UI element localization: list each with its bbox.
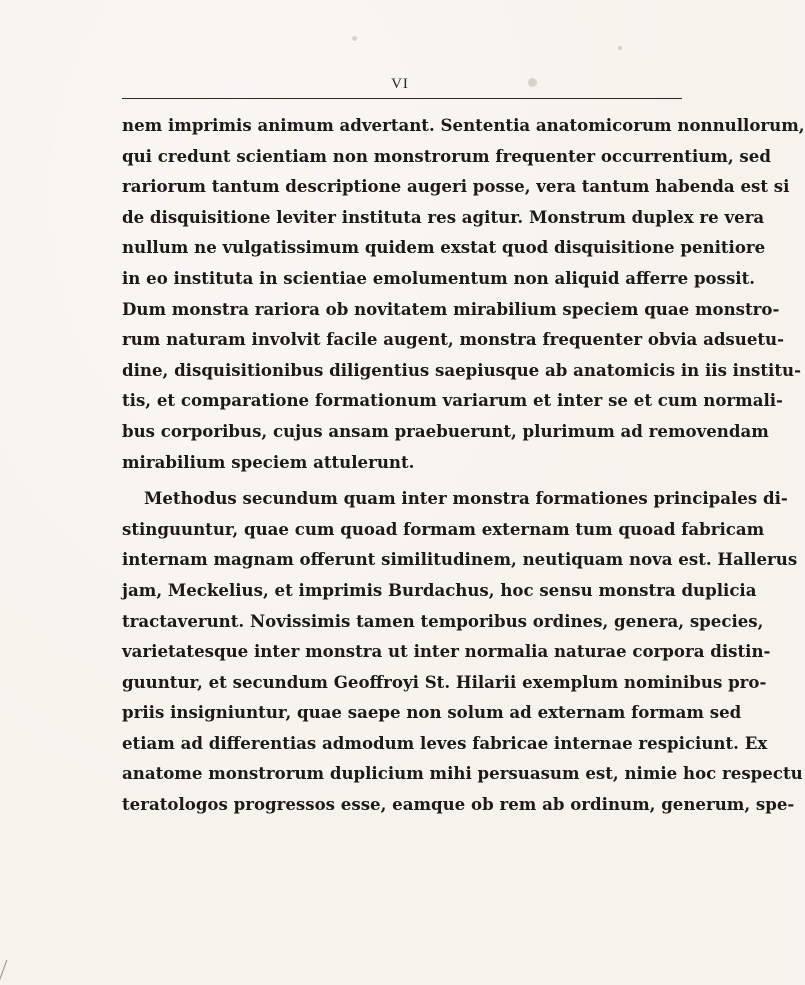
text-line: internam magnam offerunt similitudinem, neutiquam nova est. Hallerus (122, 549, 798, 570)
text-line: nullum ne vulgatissimum quidem exstat quod disquisitione penitiore (122, 237, 766, 258)
text-line: rariorum tantum descriptione augeri posse, vera tantum habenda est si (122, 176, 790, 197)
text-line: etiam ad differentias admodum leves fabricae internae respiciunt. Ex (122, 732, 768, 753)
text-line: mirabilium speciem attulerunt. (122, 451, 415, 472)
text-line: Methodus secundum quam inter monstra formationes principales di- (144, 488, 788, 509)
text-line: in eo instituta in scientiae emolumentum non aliquid afferre possit. (122, 267, 756, 288)
page-number: VI (391, 76, 409, 92)
paragraph-1 (122, 110, 805, 477)
paper-speck (618, 46, 622, 50)
text-line: bus corporibus, cujus ansam praebuerunt, plurimum ad removendam (122, 420, 769, 441)
text-line: dine, disquisitionibus diligentius saepiusque ab anatomicis in iis institu- (122, 359, 801, 380)
text-line: Dum monstra rariora ob novitatem mirabilium speciem quae monstro- (122, 298, 780, 319)
text-line: varietatesque inter monstra ut inter normalia naturae corpora distin- (122, 641, 771, 662)
text-line: jam, Meckelius, et imprimis Burdachus, hoc sensu monstra duplicia (122, 579, 757, 600)
paper-speck (352, 36, 357, 41)
text-line: guuntur, et secundum Geoffroyi St. Hilarii exemplum nominibus pro- (122, 671, 767, 692)
text-line: anatome monstrorum duplicium mihi persuasum est, nimie hoc respectu (122, 763, 803, 784)
text-line: priis insigniuntur, quae saepe non solum ad externam formam sed (122, 702, 742, 723)
text-line: tis, et comparatione formationum variarum et inter se et cum normali- (122, 390, 783, 411)
body-text (122, 110, 805, 820)
text-line: stinguuntur, quae cum quoad formam externam tum quoad fabricam (122, 518, 765, 539)
paragraph-2 (122, 483, 803, 820)
header-rule (122, 98, 682, 99)
text-line: tractaverunt. Novissimis tamen temporibus ordines, genera, species, (122, 610, 764, 631)
text-line: rum naturam involvit facile augent, monstra frequenter obvia adsuetu- (122, 329, 784, 350)
paper-speck (528, 78, 537, 87)
page-edge-mark (0, 960, 21, 984)
text-line: nem imprimis animum advertant. Sententia anatomicorum nonnullorum, (122, 115, 805, 135)
text-line: qui credunt scientiam non monstrorum frequenter occurrentium, sed (122, 145, 771, 166)
text-line: teratologos progressos esse, eamque ob rem ab ordinum, generum, spe- (122, 794, 795, 815)
text-line: de disquisitione leviter instituta res agitur. Monstrum duplex re vera (122, 206, 765, 227)
